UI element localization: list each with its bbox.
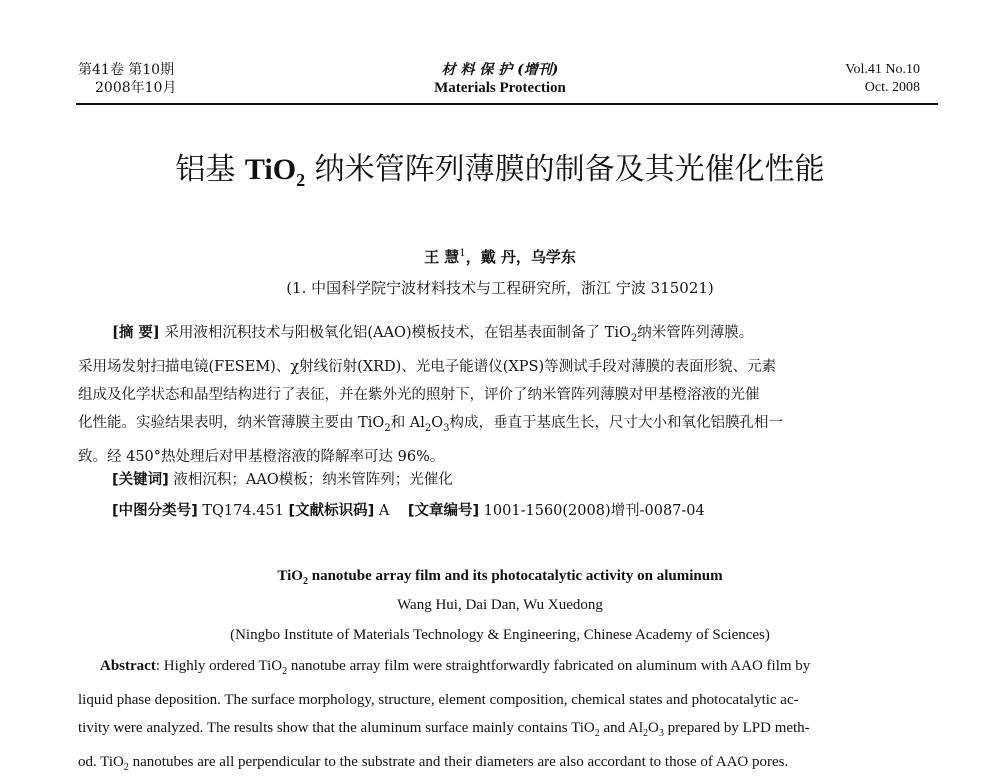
abstract-text: O bbox=[648, 720, 659, 736]
abstract-line bbox=[78, 714, 936, 748]
clc-label: [中图分类号] bbox=[112, 503, 198, 519]
subscript: 2 bbox=[302, 576, 308, 587]
author-list-en: Wang Hui, Dai Dan, Wu Xuedong bbox=[397, 597, 603, 613]
date-en: Oct. 2008 bbox=[864, 80, 920, 95]
abstract-line: 致。经 450°热处理后对甲基橙溶液的降解率可达 96%。 bbox=[78, 448, 445, 465]
subscript: 2 bbox=[630, 332, 638, 344]
abstract-label: [摘 要] bbox=[112, 324, 160, 341]
keywords bbox=[112, 468, 453, 489]
title-subscript: 2 bbox=[296, 170, 306, 190]
abstract-line bbox=[78, 409, 936, 443]
affiliation-en: (Ningbo Institute of Materials Technology & Engineering, Chinese Academy of Sciences) bbox=[230, 627, 770, 643]
abstract-text: : Highly ordered TiO bbox=[155, 658, 283, 674]
subscript: 2 bbox=[643, 728, 649, 739]
abstract-line: 组成及化学状态和晶型结构进行了表征，并在紫外光的照射下，评价了纳米管阵列薄膜对甲基橙溶液的光催 bbox=[78, 386, 760, 403]
author-list-cn bbox=[0, 246, 1000, 267]
abstract-line bbox=[78, 319, 936, 353]
abstract-text: 构成，垂直于基底生长，尺寸大小和氧化铝膜孔相一 bbox=[449, 414, 784, 431]
volume-issue-cn: 第41卷 第10期 bbox=[78, 62, 175, 78]
journal-header bbox=[0, 0, 1000, 104]
abstract-text: nanotubes are all perpendicular to the substrate and their diameters are also accordant to those of AAO pores. bbox=[128, 754, 789, 770]
header-right bbox=[845, 61, 920, 97]
author-affil-marker: 1 bbox=[459, 248, 466, 259]
abstract-text: prepared by LPD meth- bbox=[663, 720, 810, 736]
keywords-text: 液相沉积；AAO模板；纳米管阵列；光催化 bbox=[168, 472, 453, 488]
journal-name-en: Materials Protection bbox=[434, 80, 566, 96]
title-part: TiO bbox=[277, 568, 303, 584]
abstract-line bbox=[78, 748, 936, 782]
date-cn: 2008年10月 bbox=[95, 80, 177, 96]
abstract-label: Abstract bbox=[100, 658, 156, 674]
subscript: 2 bbox=[123, 762, 129, 773]
title-part: 铝基 bbox=[175, 152, 245, 187]
article-id-value: 1001-1560(2008)增刊-0087-04 bbox=[479, 503, 705, 519]
subscript: 2 bbox=[282, 666, 288, 677]
abstract-text: and Al bbox=[599, 720, 644, 736]
affiliation-cn: (1. 中国科学院宁波材料技术与工程研究所，浙江 宁波 315021) bbox=[286, 279, 714, 297]
title-formula: TiO bbox=[244, 153, 297, 186]
subscript: 2 bbox=[424, 422, 432, 434]
subscript: 3 bbox=[658, 728, 664, 739]
header-rule bbox=[76, 103, 938, 105]
doc-code-value: A bbox=[374, 503, 408, 519]
abstract-text: 和 Al bbox=[390, 414, 425, 431]
title-part: 纳米管阵列薄膜的制备及其光催化性能 bbox=[305, 152, 825, 187]
paper-title-cn bbox=[0, 150, 1000, 200]
title-part: nanotube array film and its photocatalytic activity on aluminum bbox=[307, 568, 723, 584]
abstract-line: 采用场发射扫描电镜(FESEM)、χ射线衍射(XRD)、光电子能谱仪(XPS)等测试手段对薄膜的表面形貌、元素 bbox=[78, 358, 777, 375]
abstract-text: O bbox=[431, 414, 444, 431]
author-name: 王 慧 bbox=[424, 248, 460, 266]
author-name: ，戴 丹，乌学东 bbox=[465, 248, 576, 266]
abstract-text: tivity were analyzed. The results show that the aluminum surface mainly contains TiO bbox=[78, 720, 595, 736]
classification-line bbox=[112, 499, 705, 520]
abstract-text: 化性能。实验结果表明，纳米管薄膜主要由 TiO bbox=[78, 414, 385, 431]
abstract-text: 纳米管阵列薄膜。 bbox=[637, 325, 754, 341]
subscript: 3 bbox=[443, 422, 450, 434]
subscript: 2 bbox=[384, 422, 391, 434]
clc-value: TQ174.451 bbox=[197, 503, 289, 519]
article-id-label: [文章编号] bbox=[407, 503, 480, 519]
volume-issue-en: Vol.41 No.10 bbox=[845, 62, 920, 77]
abstract-line: liquid phase deposition. The surface morphology, structure, element composition, chemical states and photocatalytic ac- bbox=[78, 692, 799, 708]
abstract-line bbox=[78, 652, 936, 686]
abstract-text: nanotube array film were straightforwardly fabricated on aluminum with AAO film by bbox=[287, 658, 811, 674]
journal-name-cn: 材 料 保 护 (增刊) bbox=[441, 62, 559, 78]
paper-title-en bbox=[0, 568, 1000, 587]
abstract-en bbox=[78, 652, 936, 782]
abstract-text: 采用液相沉积技术与阳极氧化铝(AAO)模板技术，在铝基表面制备了 TiO bbox=[159, 325, 631, 341]
keywords-label: [关键词] bbox=[112, 472, 169, 488]
doc-code-label: [文献标识码] bbox=[288, 503, 375, 519]
abstract-text: od. TiO bbox=[78, 754, 124, 770]
subscript: 2 bbox=[594, 728, 600, 739]
abstract-cn bbox=[78, 319, 936, 471]
